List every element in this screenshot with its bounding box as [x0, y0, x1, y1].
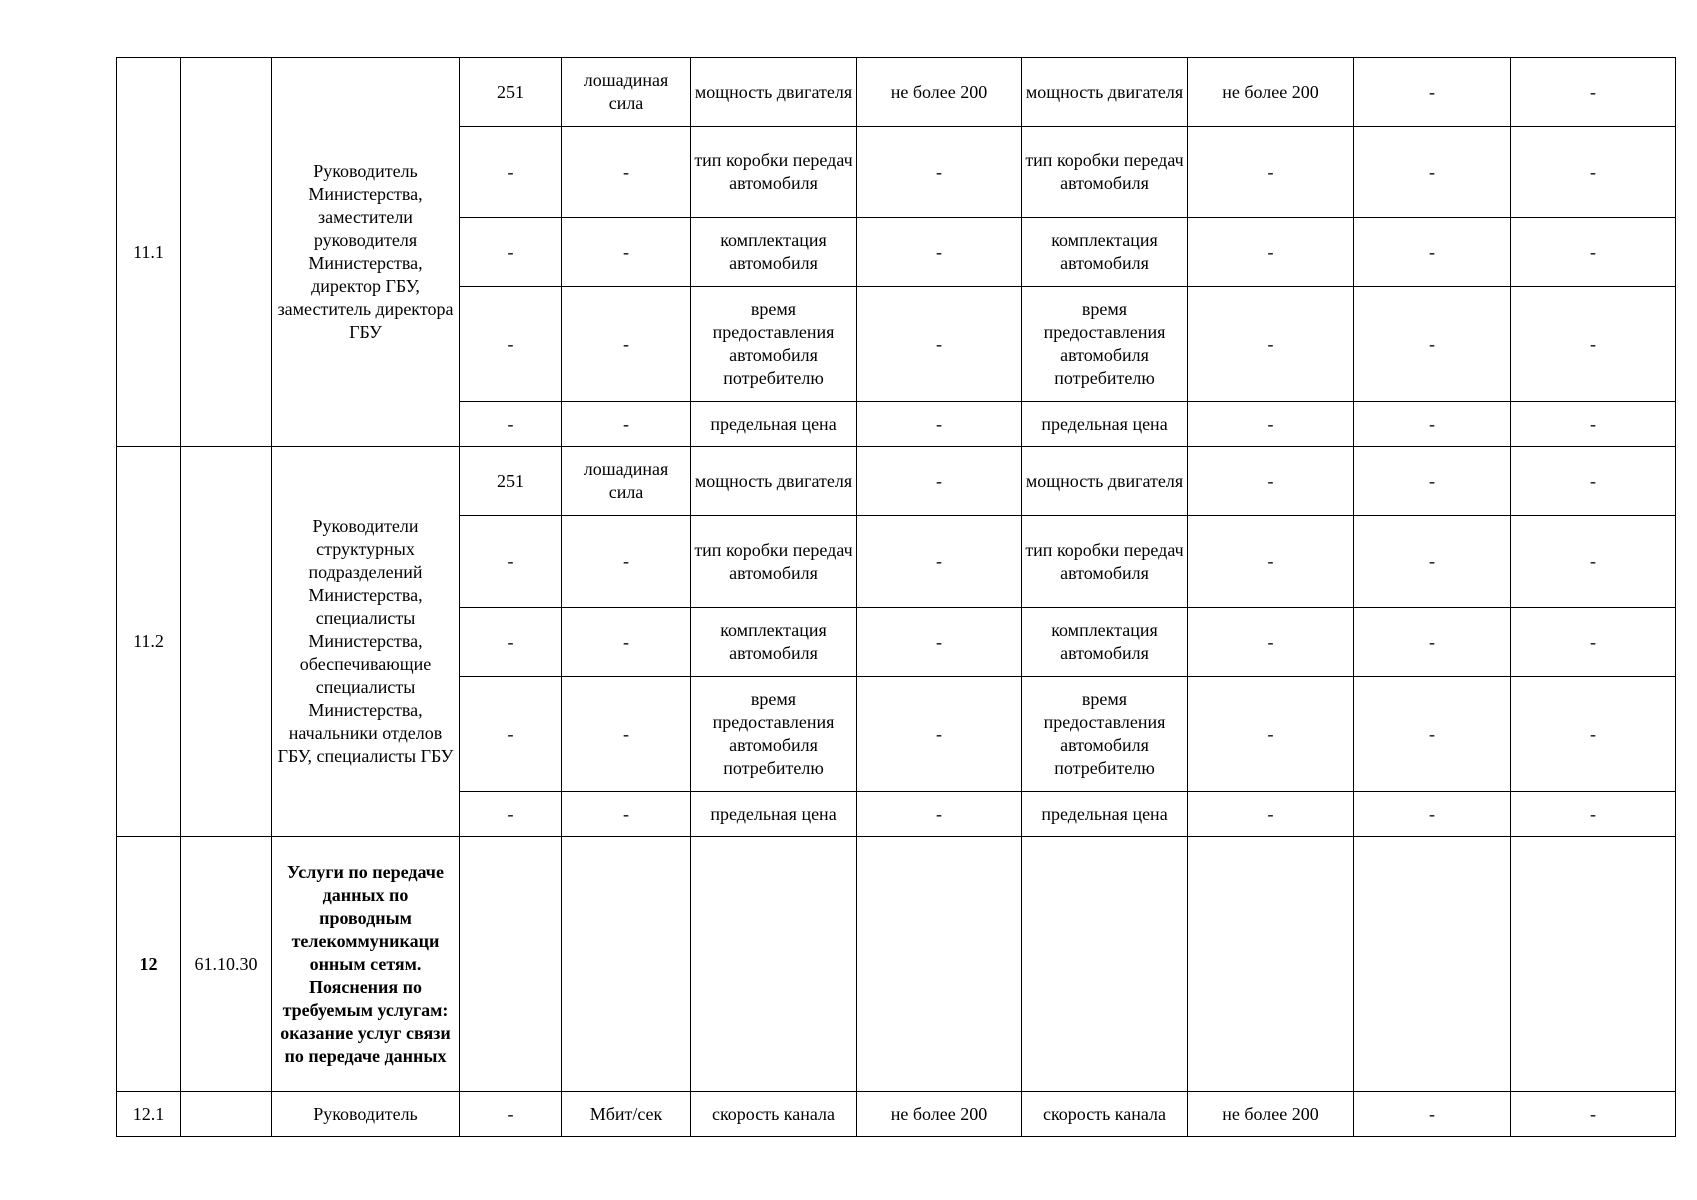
table-cell: - [1354, 447, 1511, 516]
table-cell: - [460, 792, 562, 837]
table-cell [1022, 837, 1188, 1092]
table-cell: комплектация автомобиля [691, 218, 857, 287]
table-cell [1511, 837, 1676, 1092]
table-cell: 251 [460, 58, 562, 127]
table-cell: мощность двигателя [691, 447, 857, 516]
table-cell: - [857, 127, 1022, 218]
table-cell: - [1511, 516, 1676, 608]
table-cell: время предоставления автомобиля потребителю [1022, 287, 1188, 402]
row-number: 11.1 [117, 58, 181, 447]
table-cell: - [1511, 792, 1676, 837]
table-cell: тип коробки передач автомобиля [1022, 127, 1188, 218]
table-cell: - [562, 677, 691, 792]
table-cell: тип коробки передач автомобиля [691, 127, 857, 218]
table-cell: - [460, 218, 562, 287]
table-cell: 251 [460, 447, 562, 516]
table-cell: - [460, 1092, 562, 1137]
table-cell: - [562, 516, 691, 608]
table-cell: - [460, 402, 562, 447]
table-cell: не более 200 [857, 1092, 1022, 1137]
table-cell: - [1188, 218, 1354, 287]
table-cell: предельная цена [1022, 402, 1188, 447]
table-row [117, 447, 1676, 516]
table-cell [691, 837, 857, 1092]
table-cell: - [562, 127, 691, 218]
position-category: Руководители структурных подразделений Министерства, специалисты Министерства, обеспечивающие специалисты Министерства, начальники отделов ГБУ, специалисты ГБУ [272, 447, 460, 837]
service-description: Услуги по передаче данных по проводным телекоммуникаци онным сетям. Пояснения по требуемым услугам: оказание услуг связи по передаче данных [272, 837, 460, 1092]
position-category: Руководитель Министерства, заместители руководителя Министерства, директор ГБУ, заместитель директора ГБУ [272, 58, 460, 447]
table-cell: - [1188, 608, 1354, 677]
table-cell: комплектация автомобиля [1022, 608, 1188, 677]
table-cell: - [1188, 516, 1354, 608]
table-cell: мощность двигателя [691, 58, 857, 127]
okpd-code [181, 58, 272, 447]
table-cell: - [460, 127, 562, 218]
table-row [117, 837, 1676, 1092]
table-cell: предельная цена [691, 402, 857, 447]
table-cell: - [460, 608, 562, 677]
table-cell: мощность двигателя [1022, 58, 1188, 127]
table-cell: - [1188, 287, 1354, 402]
table-cell: - [857, 608, 1022, 677]
row-number: 12.1 [117, 1092, 181, 1137]
table-cell: - [1511, 287, 1676, 402]
table-cell: - [857, 516, 1022, 608]
characteristics-table [116, 57, 1676, 1137]
table-cell: - [562, 608, 691, 677]
table-cell: предельная цена [691, 792, 857, 837]
table-cell: - [857, 677, 1022, 792]
table-cell: предельная цена [1022, 792, 1188, 837]
table-cell: время предоставления автомобиля потребителю [691, 287, 857, 402]
row-number: 12 [117, 837, 181, 1092]
table-cell: - [1188, 402, 1354, 447]
table-cell: - [460, 516, 562, 608]
table-cell: скорость канала [691, 1092, 857, 1137]
table-cell: - [562, 402, 691, 447]
table-cell: - [1354, 58, 1511, 127]
table-cell: - [562, 218, 691, 287]
table-row [117, 1092, 1676, 1137]
table-cell: комплектация автомобиля [691, 608, 857, 677]
table-cell: - [1188, 447, 1354, 516]
table-cell: - [1354, 402, 1511, 447]
table-cell: - [460, 287, 562, 402]
table-cell: - [1188, 127, 1354, 218]
table-cell: лошадиная сила [562, 58, 691, 127]
table-cell: скорость канала [1022, 1092, 1188, 1137]
table-cell: - [857, 218, 1022, 287]
okpd-code [181, 447, 272, 837]
table-cell: лошадиная сила [562, 447, 691, 516]
table-cell: не более 200 [857, 58, 1022, 127]
row-number: 11.2 [117, 447, 181, 837]
table-cell [460, 837, 562, 1092]
table-cell: - [1354, 608, 1511, 677]
table-cell: - [1188, 792, 1354, 837]
okpd-code [181, 1092, 272, 1137]
table-cell: - [562, 287, 691, 402]
table-cell: тип коробки передач автомобиля [1022, 516, 1188, 608]
position-category: Руководитель [272, 1092, 460, 1137]
table-cell: - [1511, 1092, 1676, 1137]
table-cell: время предоставления автомобиля потребителю [691, 677, 857, 792]
table-cell [562, 837, 691, 1092]
table-cell: мощность двигателя [1022, 447, 1188, 516]
table-cell: тип коробки передач автомобиля [691, 516, 857, 608]
table-cell [1354, 837, 1511, 1092]
table-cell: - [857, 792, 1022, 837]
okpd-code: 61.10.30 [181, 837, 272, 1092]
table-cell: - [1354, 677, 1511, 792]
table-cell: не более 200 [1188, 58, 1354, 127]
table-row [117, 58, 1676, 127]
table-cell: - [1511, 402, 1676, 447]
table-cell: - [857, 447, 1022, 516]
table-cell: - [1188, 677, 1354, 792]
table-cell: - [1511, 447, 1676, 516]
table-cell: - [1511, 218, 1676, 287]
table-cell: время предоставления автомобиля потребителю [1022, 677, 1188, 792]
table-cell: Мбит/сек [562, 1092, 691, 1137]
table-cell: - [562, 792, 691, 837]
table-cell: - [1354, 516, 1511, 608]
table-cell: - [857, 287, 1022, 402]
table-cell: комплектация автомобиля [1022, 218, 1188, 287]
table-cell: - [1354, 1092, 1511, 1137]
table-cell: - [460, 677, 562, 792]
table-cell [857, 837, 1022, 1092]
table-cell: - [1354, 287, 1511, 402]
table-cell: - [1511, 127, 1676, 218]
table-cell [1188, 837, 1354, 1092]
table-cell: - [1511, 677, 1676, 792]
table-cell: не более 200 [1188, 1092, 1354, 1137]
table-cell: - [1354, 218, 1511, 287]
table-cell: - [857, 402, 1022, 447]
table-cell: - [1511, 608, 1676, 677]
table-cell: - [1511, 58, 1676, 127]
table-cell: - [1354, 127, 1511, 218]
table-cell: - [1354, 792, 1511, 837]
